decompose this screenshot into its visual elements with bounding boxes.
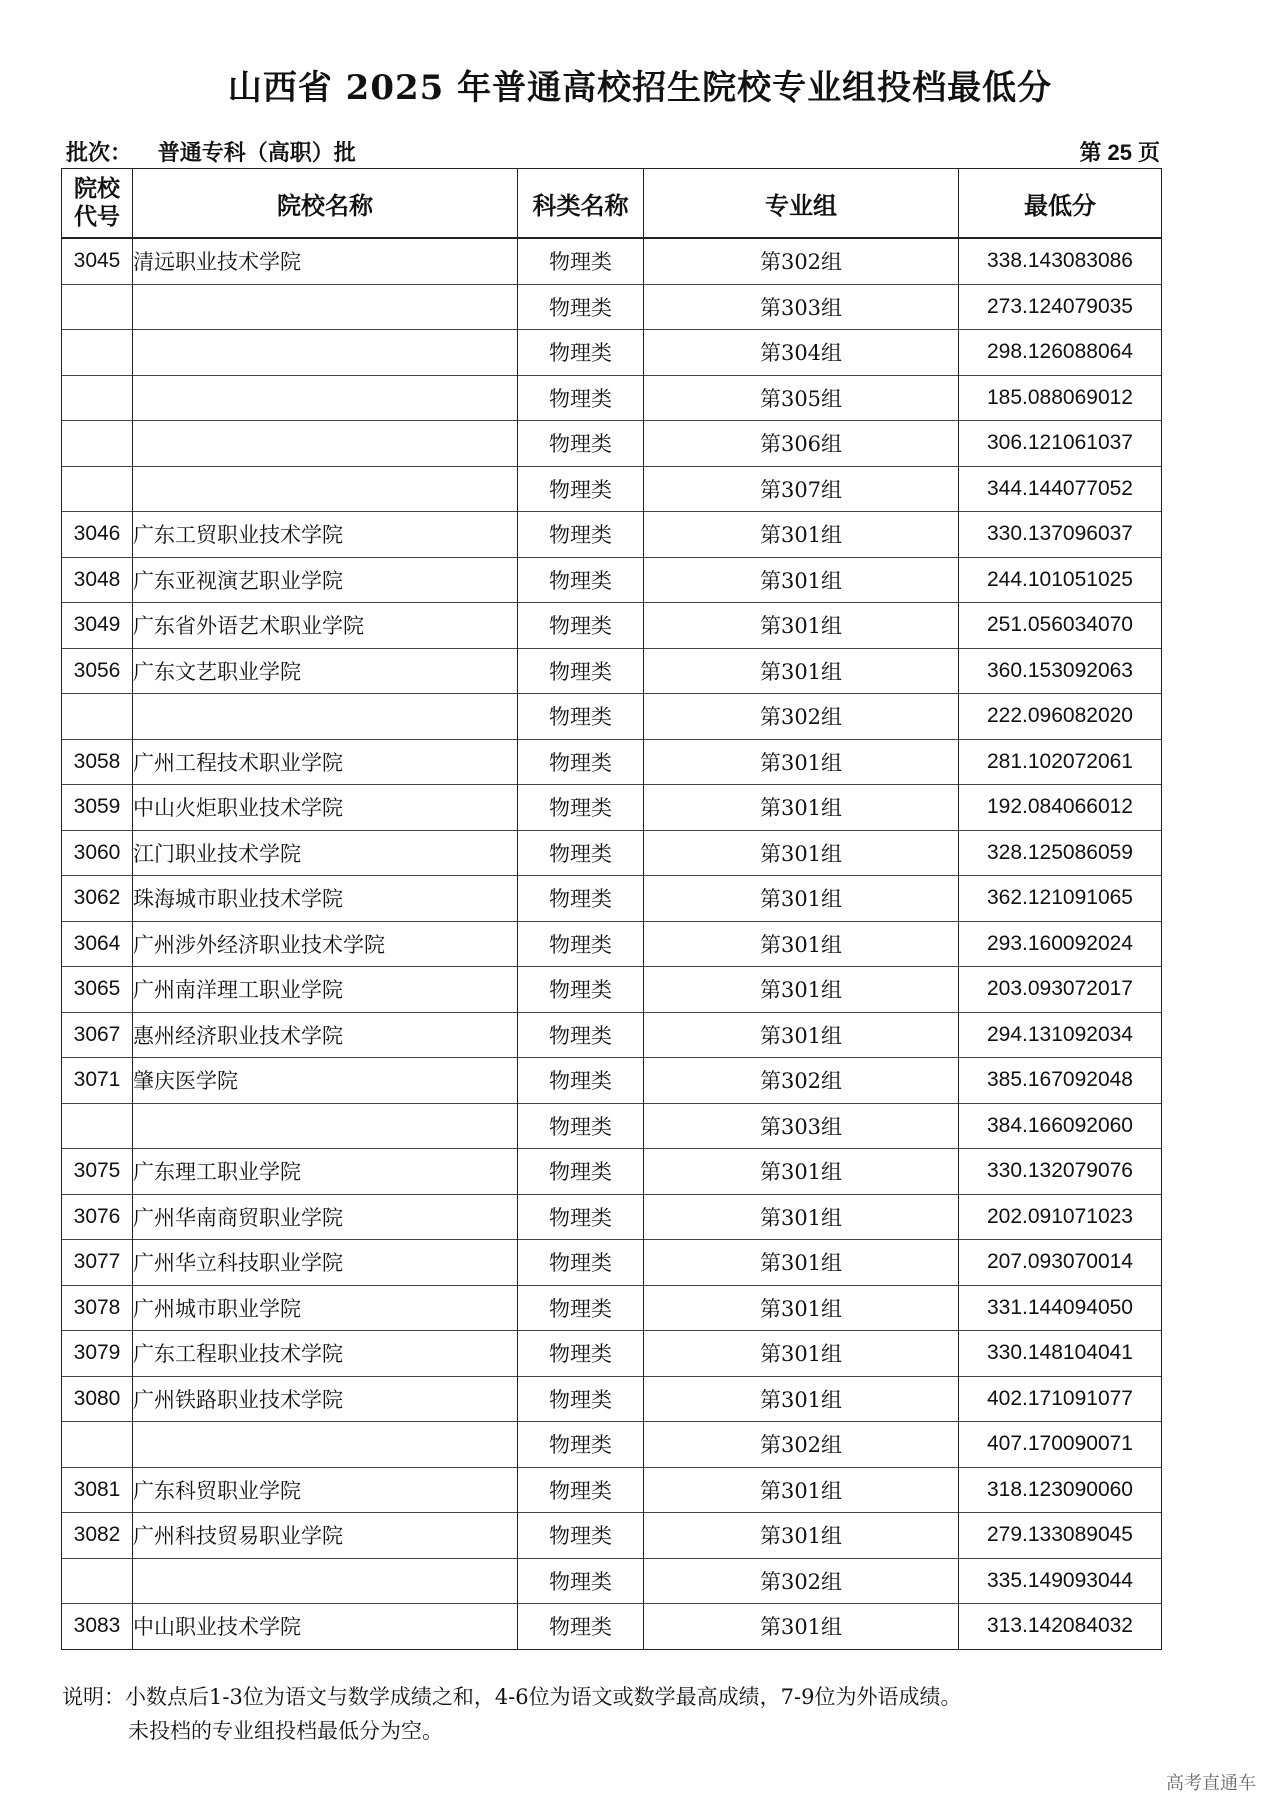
table-row	[62, 1558, 1162, 1604]
header-score: 最低分	[959, 169, 1162, 239]
cell-code: 3048	[62, 557, 133, 603]
cell-score: 281.102072061	[959, 739, 1162, 785]
cell-code	[62, 375, 133, 421]
table-header-row	[62, 169, 1162, 239]
cell-name: 清远职业技术学院	[133, 238, 518, 284]
cell-name: 广州华立科技职业学院	[133, 1240, 518, 1286]
table-row	[62, 603, 1162, 649]
table-row	[62, 1194, 1162, 1240]
cell-group: 第301组	[644, 1604, 959, 1650]
cell-name: 中山职业技术学院	[133, 1604, 518, 1650]
cell-category: 物理类	[518, 421, 644, 467]
table-row	[62, 512, 1162, 558]
cell-name: 广州科技贸易职业学院	[133, 1513, 518, 1559]
cell-code: 3058	[62, 739, 133, 785]
cell-group: 第301组	[644, 1240, 959, 1286]
cell-name	[133, 694, 518, 740]
cell-category: 物理类	[518, 284, 644, 330]
cell-group: 第301组	[644, 1194, 959, 1240]
cell-category: 物理类	[518, 694, 644, 740]
table-row	[62, 1058, 1162, 1104]
cell-group: 第302组	[644, 1422, 959, 1468]
cell-category: 物理类	[518, 739, 644, 785]
cell-score: 362.121091065	[959, 876, 1162, 922]
cell-category: 物理类	[518, 1422, 644, 1468]
cell-group: 第302组	[644, 1558, 959, 1604]
cell-category: 物理类	[518, 1103, 644, 1149]
cell-name: 江门职业技术学院	[133, 830, 518, 876]
cell-code: 3067	[62, 1012, 133, 1058]
cell-name: 惠州经济职业技术学院	[133, 1012, 518, 1058]
cell-code: 3045	[62, 238, 133, 284]
batch-info	[66, 136, 356, 167]
cell-name: 肇庆医学院	[133, 1058, 518, 1104]
table-body	[62, 238, 1162, 1649]
table-row	[62, 1103, 1162, 1149]
cell-score: 279.133089045	[959, 1513, 1162, 1559]
cell-code: 3080	[62, 1376, 133, 1422]
cell-score: 335.149093044	[959, 1558, 1162, 1604]
cell-name: 广州华南商贸职业学院	[133, 1194, 518, 1240]
footnote-line-2: 未投档的专业组投档最低分为空。	[128, 1719, 443, 1743]
cell-code: 3079	[62, 1331, 133, 1377]
cell-group: 第301组	[644, 1149, 959, 1195]
cell-name: 广东工程职业技术学院	[133, 1331, 518, 1377]
cell-name: 珠海城市职业技术学院	[133, 876, 518, 922]
cell-score: 384.166092060	[959, 1103, 1162, 1149]
cell-name	[133, 1558, 518, 1604]
cell-category: 物理类	[518, 1149, 644, 1195]
table-row	[62, 557, 1162, 603]
cell-name	[133, 330, 518, 376]
cell-code: 3082	[62, 1513, 133, 1559]
cell-score: 328.125086059	[959, 830, 1162, 876]
cell-group: 第301组	[644, 557, 959, 603]
cell-code: 3076	[62, 1194, 133, 1240]
cell-name: 广州工程技术职业学院	[133, 739, 518, 785]
cell-category: 物理类	[518, 1467, 644, 1513]
cell-group: 第301组	[644, 830, 959, 876]
cell-score: 203.093072017	[959, 967, 1162, 1013]
score-table	[61, 168, 1162, 1650]
table-row	[62, 1467, 1162, 1513]
cell-group: 第301组	[644, 1376, 959, 1422]
cell-score: 298.126088064	[959, 330, 1162, 376]
cell-group: 第303组	[644, 284, 959, 330]
cell-code: 3083	[62, 1604, 133, 1650]
cell-score: 330.148104041	[959, 1331, 1162, 1377]
cell-name: 广州涉外经济职业技术学院	[133, 921, 518, 967]
cell-group: 第301组	[644, 1513, 959, 1559]
cell-code	[62, 284, 133, 330]
cell-score: 385.167092048	[959, 1058, 1162, 1104]
cell-category: 物理类	[518, 1331, 644, 1377]
cell-code	[62, 694, 133, 740]
table-row	[62, 466, 1162, 512]
cell-category: 物理类	[518, 1194, 644, 1240]
header-category: 科类名称	[518, 169, 644, 239]
cell-group: 第301组	[644, 921, 959, 967]
cell-group: 第301组	[644, 1467, 959, 1513]
cell-score: 402.171091077	[959, 1376, 1162, 1422]
cell-score: 407.170090071	[959, 1422, 1162, 1468]
cell-group: 第301组	[644, 967, 959, 1013]
cell-name: 广州城市职业学院	[133, 1285, 518, 1331]
cell-score: 330.132079076	[959, 1149, 1162, 1195]
cell-group: 第302组	[644, 694, 959, 740]
page-prefix: 第	[1079, 140, 1102, 166]
cell-category: 物理类	[518, 1513, 644, 1559]
cell-code	[62, 421, 133, 467]
cell-score: 318.123090060	[959, 1467, 1162, 1513]
cell-name	[133, 375, 518, 421]
page-suffix: 页	[1137, 140, 1160, 166]
cell-name: 广东工贸职业技术学院	[133, 512, 518, 558]
table-row	[62, 876, 1162, 922]
cell-code: 3060	[62, 830, 133, 876]
table-row	[62, 1513, 1162, 1559]
cell-group: 第301组	[644, 1012, 959, 1058]
cell-code	[62, 330, 133, 376]
cell-score: 273.124079035	[959, 284, 1162, 330]
cell-category: 物理类	[518, 830, 644, 876]
cell-code: 3071	[62, 1058, 133, 1104]
page-number-value: 25	[1107, 140, 1132, 165]
table-row	[62, 785, 1162, 831]
cell-code: 3081	[62, 1467, 133, 1513]
cell-category: 物理类	[518, 375, 644, 421]
cell-score: 251.056034070	[959, 603, 1162, 649]
cell-group: 第301组	[644, 876, 959, 922]
cell-code: 3049	[62, 603, 133, 649]
cell-category: 物理类	[518, 557, 644, 603]
cell-score: 360.153092063	[959, 648, 1162, 694]
cell-code	[62, 1558, 133, 1604]
cell-code: 3059	[62, 785, 133, 831]
cell-score: 331.144094050	[959, 1285, 1162, 1331]
cell-name: 广东亚视演艺职业学院	[133, 557, 518, 603]
cell-name: 广东科贸职业学院	[133, 1467, 518, 1513]
cell-category: 物理类	[518, 1240, 644, 1286]
cell-score: 244.101051025	[959, 557, 1162, 603]
cell-code: 3056	[62, 648, 133, 694]
cell-code: 3065	[62, 967, 133, 1013]
cell-group: 第302组	[644, 1058, 959, 1104]
cell-category: 物理类	[518, 330, 644, 376]
cell-category: 物理类	[518, 1058, 644, 1104]
page-title: 山西省 2025 年普通高校招生院校专业组投档最低分	[227, 68, 1053, 108]
cell-score: 338.143083086	[959, 238, 1162, 284]
table-row	[62, 238, 1162, 284]
cell-score: 192.084066012	[959, 785, 1162, 831]
table-row	[62, 1149, 1162, 1195]
cell-code: 3075	[62, 1149, 133, 1195]
table-row	[62, 330, 1162, 376]
cell-score: 293.160092024	[959, 921, 1162, 967]
cell-score: 344.144077052	[959, 466, 1162, 512]
cell-category: 物理类	[518, 1012, 644, 1058]
cell-code	[62, 466, 133, 512]
cell-name: 广东理工职业学院	[133, 1149, 518, 1195]
cell-group: 第307组	[644, 466, 959, 512]
table-row	[62, 694, 1162, 740]
table-row	[62, 375, 1162, 421]
cell-code: 3046	[62, 512, 133, 558]
cell-category: 物理类	[518, 512, 644, 558]
table-row	[62, 1604, 1162, 1650]
cell-name: 广东文艺职业学院	[133, 648, 518, 694]
table-row	[62, 421, 1162, 467]
cell-name: 中山火炬职业技术学院	[133, 785, 518, 831]
cell-code: 3064	[62, 921, 133, 967]
cell-name	[133, 284, 518, 330]
cell-category: 物理类	[518, 1285, 644, 1331]
table-row	[62, 967, 1162, 1013]
footnote-line-1: 说明：小数点后1-3位为语文与数学成绩之和，4-6位为语文或数学最高成绩，7-9位为外语成绩。	[62, 1685, 962, 1709]
table-row	[62, 739, 1162, 785]
table-row	[62, 830, 1162, 876]
cell-category: 物理类	[518, 238, 644, 284]
table-row	[62, 1240, 1162, 1286]
batch-label: 批次：	[66, 140, 133, 166]
cell-category: 物理类	[518, 603, 644, 649]
cell-group: 第303组	[644, 1103, 959, 1149]
cell-category: 物理类	[518, 785, 644, 831]
cell-group: 第304组	[644, 330, 959, 376]
cell-category: 物理类	[518, 648, 644, 694]
table-row	[62, 648, 1162, 694]
header-group: 专业组	[644, 169, 959, 239]
cell-name: 广州南洋理工职业学院	[133, 967, 518, 1013]
cell-score: 330.137096037	[959, 512, 1162, 558]
cell-code: 3077	[62, 1240, 133, 1286]
table-row	[62, 1012, 1162, 1058]
cell-group: 第301组	[644, 648, 959, 694]
table-row	[62, 1331, 1162, 1377]
cell-group: 第301组	[644, 603, 959, 649]
cell-group: 第301组	[644, 1285, 959, 1331]
watermark-label: 高考直通车	[1166, 1773, 1256, 1794]
cell-score: 294.131092034	[959, 1012, 1162, 1058]
cell-score: 313.142084032	[959, 1604, 1162, 1650]
cell-score: 202.091071023	[959, 1194, 1162, 1240]
header-code: 院校 代号	[62, 169, 133, 239]
cell-name	[133, 466, 518, 512]
cell-name	[133, 1422, 518, 1468]
cell-category: 物理类	[518, 1376, 644, 1422]
cell-group: 第306组	[644, 421, 959, 467]
footnote	[62, 1680, 961, 1748]
cell-category: 物理类	[518, 921, 644, 967]
cell-score: 222.096082020	[959, 694, 1162, 740]
cell-category: 物理类	[518, 1558, 644, 1604]
cell-score: 185.088069012	[959, 375, 1162, 421]
cell-code	[62, 1103, 133, 1149]
cell-group: 第302组	[644, 238, 959, 284]
cell-group: 第301组	[644, 785, 959, 831]
cell-code: 3062	[62, 876, 133, 922]
table-row	[62, 921, 1162, 967]
table-row	[62, 1422, 1162, 1468]
cell-score: 207.093070014	[959, 1240, 1162, 1286]
cell-category: 物理类	[518, 466, 644, 512]
cell-code	[62, 1422, 133, 1468]
cell-category: 物理类	[518, 967, 644, 1013]
cell-group: 第305组	[644, 375, 959, 421]
cell-category: 物理类	[518, 876, 644, 922]
header-name: 院校名称	[133, 169, 518, 239]
cell-group: 第301组	[644, 512, 959, 558]
table-row	[62, 1285, 1162, 1331]
cell-category: 物理类	[518, 1604, 644, 1650]
cell-code: 3078	[62, 1285, 133, 1331]
cell-name: 广州铁路职业技术学院	[133, 1376, 518, 1422]
cell-score: 306.121061037	[959, 421, 1162, 467]
table-row	[62, 284, 1162, 330]
cell-group: 第301组	[644, 1331, 959, 1377]
batch-value: 普通专科（高职）批	[157, 140, 356, 166]
cell-name: 广东省外语艺术职业学院	[133, 603, 518, 649]
cell-group: 第301组	[644, 739, 959, 785]
page-number	[1079, 136, 1160, 167]
cell-name	[133, 421, 518, 467]
cell-name	[133, 1103, 518, 1149]
table-row	[62, 1376, 1162, 1422]
